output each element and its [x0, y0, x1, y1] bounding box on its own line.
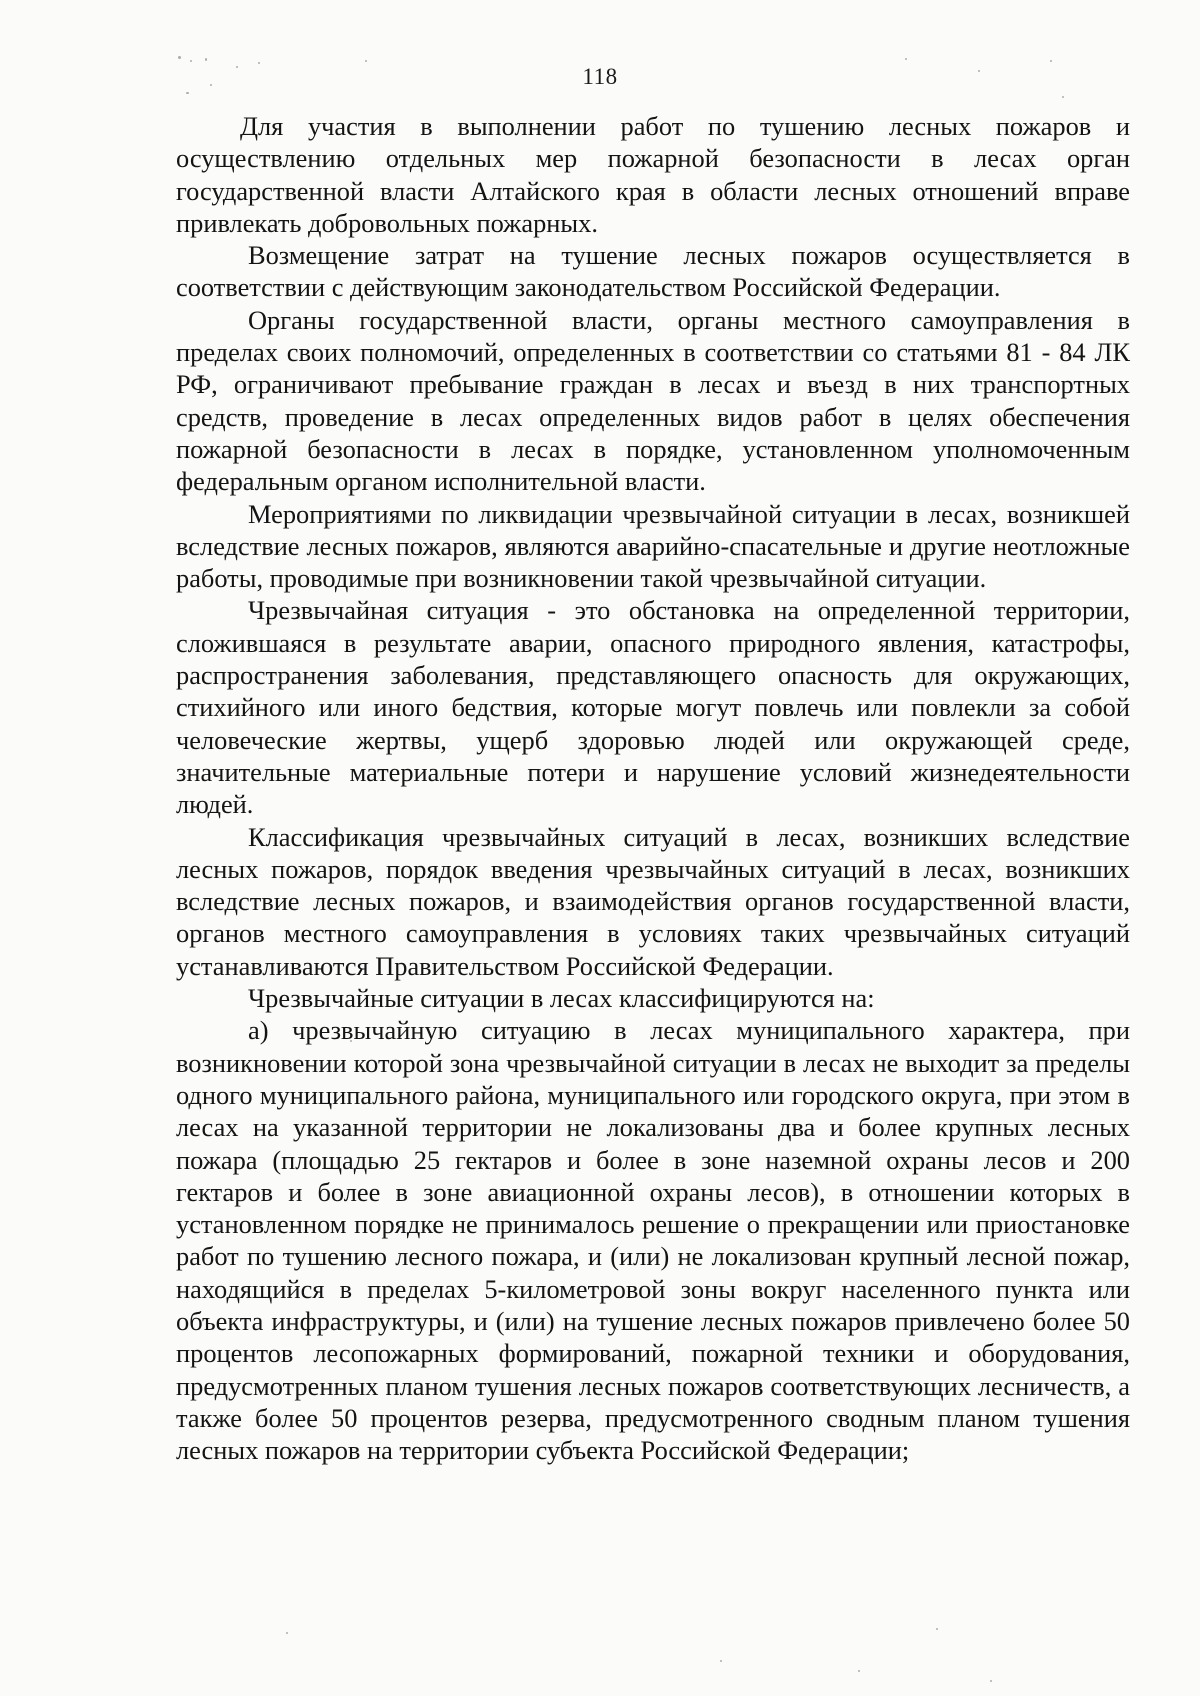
scan-speck	[905, 58, 907, 60]
paragraph-classification-intro: Чрезвычайные ситуации в лесах классифицируются на:	[248, 983, 875, 1014]
scan-speck	[365, 60, 367, 62]
paragraph-access-restrictions: Органы государственной власти, органы местного самоуправления в пределах своих полномочий, определенных в соответствии со статьями 81 - 84 ЛК РФ, ограничивают пребывание граждан в лесах и въезд в них транспортных средств, проведение в лесах определенных видов работ в целях обеспечения пожарной безопасности в лесах в порядке, установленном уполномоченным федеральным органом исполнительной власти.	[176, 304, 1130, 497]
paragraph-emergency-classification: Классификация чрезвычайных ситуаций в лесах, возникших вследствие лесных пожаров, порядок введения чрезвычайных ситуаций в лесах, возникших вследствие лесных пожаров, и взаимодействия органов государственной власти, органов местного самоуправления в условиях таких чрезвычайных ситуаций устанавливаются Правительством Российской Федерации.	[176, 821, 1130, 981]
document-body	[176, 110, 1130, 1466]
page-number: 118	[582, 64, 618, 89]
scan-speck	[186, 92, 189, 94]
scan-speck	[936, 1628, 938, 1630]
scan-speck	[178, 56, 181, 59]
paragraph-cost-reimbursement: Возмещение затрат на тушение лесных пожаров осуществляется в соответствии с действующим законодательством Российской Федерации.	[176, 240, 1130, 303]
paragraph-emergency-response-measures: Мероприятиями по ликвидации чрезвычайной ситуации в лесах, возникшей вследствие лесных пожаров, являются аварийно-спасательные и другие неотложные работы, проводимые при возникновении такой чрезвычайной ситуации.	[176, 498, 1130, 594]
scan-speck	[990, 1680, 992, 1682]
paragraph-volunteer-firefighters: Для участия в выполнении работ по тушению лесных пожаров и осуществлению отдельных мер пожарной безопасности в лесах орган государственной власти Алтайского края в области лесных отношений вправе привлекать добровольных пожарных.	[176, 111, 1130, 238]
scan-speck	[1062, 96, 1064, 98]
scan-speck	[858, 1670, 860, 1672]
scan-speck	[1050, 60, 1052, 62]
scan-speck	[205, 58, 207, 61]
scan-speck	[190, 60, 192, 62]
paragraph-emergency-definition: Чрезвычайная ситуация - это обстановка на определенной территории, сложившаяся в результате аварии, опасного природного явления, катастрофы, распространения заболевания, представляющего опасность для окружающих, стихийного или иного бедствия, которые могут повлечь или повлекли за собой человеческие жертвы, ущерб здоровью людей или окружающей среде, значительные материальные потери и нарушение условий жизнедеятельности людей.	[176, 595, 1130, 820]
scan-speck	[286, 1632, 288, 1634]
scan-speck	[720, 1660, 722, 1662]
paragraph-municipal-emergency: а) чрезвычайную ситуацию в лесах муниципального характера, при возникновении которой зона чрезвычайной ситуации в лесах не выходит за пределы одного муниципального района, муниципального или городского округа, при этом в лесах на указанной территории не локализованы два и более крупных лесных пожара (площадью 25 гектаров и более в зоне наземной охраны лесов и 200 гектаров и более в зоне авиационной охраны лесов), в отношении которых в установленном порядке не принималось решение о прекращении или приостановке работ по тушению лесного пожара, и (или) не локализован крупный лесной пожар, находящийся в пределах 5-километровой зоны вокруг населенного пункта или объекта инфраструктуры, и (или) на тушение лесных пожаров привлечено более 50 процентов лесопожарных формирований, пожарной техники и оборудования, предусмотренных планом тушения лесных пожаров соответствующих лесничеств, а также более 50 процентов резерва, предусмотренного сводным планом тушения лесных пожаров на территории субъекта Российской Федерации;	[176, 1015, 1130, 1466]
